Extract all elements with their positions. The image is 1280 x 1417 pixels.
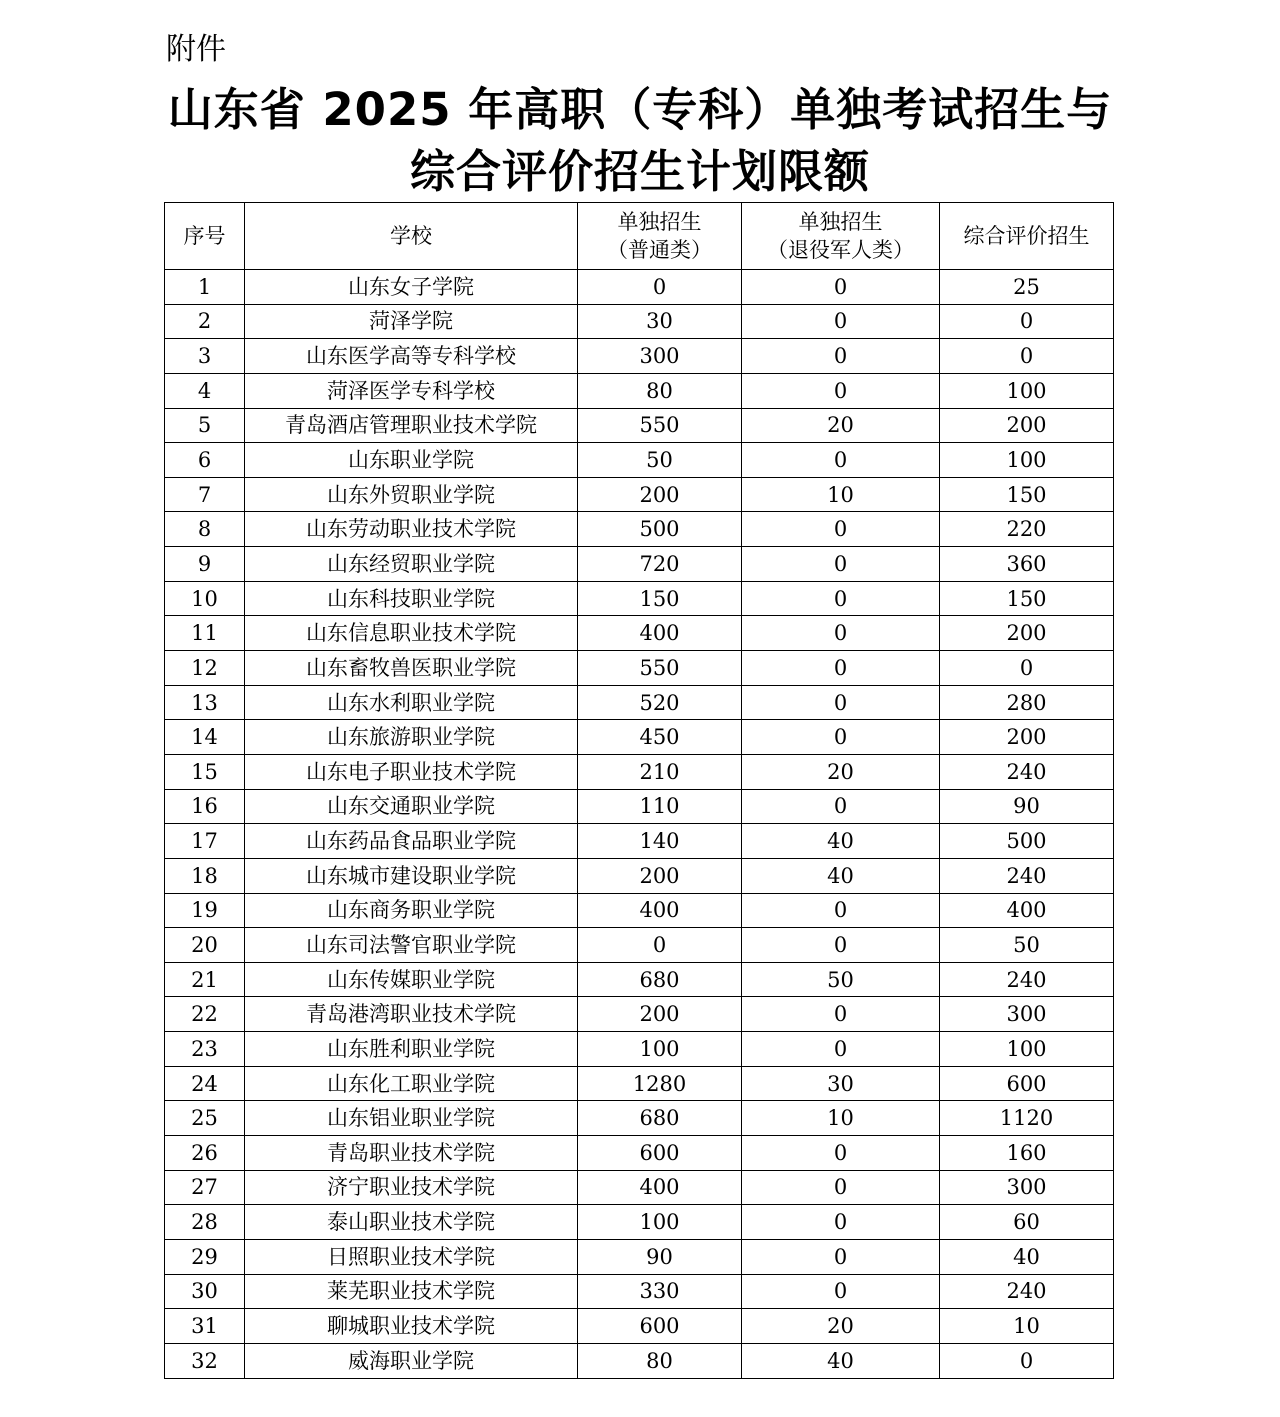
- row-index-cell: 11: [165, 616, 245, 651]
- comprehensive-quota-cell: 25: [940, 270, 1114, 305]
- header-general-line-1: 单独招生: [617, 210, 702, 234]
- veteran-quota-cell: 40: [742, 1343, 940, 1378]
- header-index: 序号: [165, 203, 245, 270]
- veteran-quota-cell: 0: [742, 1205, 940, 1240]
- document-title-line-1: 山东省 2025 年高职（专科）单独考试招生与: [167, 83, 1113, 136]
- table-row: [165, 1309, 1114, 1344]
- veteran-quota-cell: 0: [742, 616, 940, 651]
- school-name-cell: 山东交通职业学院: [245, 789, 578, 824]
- row-index-cell: 8: [165, 512, 245, 547]
- general-quota-cell: 680: [578, 1101, 742, 1136]
- row-index-cell: 7: [165, 477, 245, 512]
- general-quota-cell: 300: [578, 339, 742, 374]
- table-row: [165, 962, 1114, 997]
- table-row: [165, 443, 1114, 478]
- general-quota-cell: 200: [578, 997, 742, 1032]
- table-row: [165, 893, 1114, 928]
- veteran-quota-cell: 0: [742, 1170, 940, 1205]
- row-index-cell: 19: [165, 893, 245, 928]
- veteran-quota-cell: 0: [742, 893, 940, 928]
- school-name-cell: 聊城职业技术学院: [245, 1309, 578, 1344]
- general-quota-cell: 200: [578, 477, 742, 512]
- row-index-cell: 24: [165, 1066, 245, 1101]
- row-index-cell: 2: [165, 304, 245, 339]
- general-quota-cell: 100: [578, 1205, 742, 1240]
- general-quota-cell: 720: [578, 547, 742, 582]
- school-name-cell: 山东旅游职业学院: [245, 720, 578, 755]
- comprehensive-quota-cell: 600: [940, 1066, 1114, 1101]
- general-quota-cell: 680: [578, 962, 742, 997]
- table-row: [165, 477, 1114, 512]
- header-general-enrollment: [578, 203, 742, 270]
- row-index-cell: 17: [165, 824, 245, 859]
- general-quota-cell: 500: [578, 512, 742, 547]
- comprehensive-quota-cell: 100: [940, 373, 1114, 408]
- comprehensive-quota-cell: 1120: [940, 1101, 1114, 1136]
- table-row: [165, 1274, 1114, 1309]
- row-index-cell: 3: [165, 339, 245, 374]
- school-name-cell: 山东劳动职业技术学院: [245, 512, 578, 547]
- comprehensive-quota-cell: 160: [940, 1136, 1114, 1171]
- school-name-cell: 日照职业技术学院: [245, 1239, 578, 1274]
- header-veteran-line-1: 单独招生: [798, 210, 883, 234]
- veteran-quota-cell: 0: [742, 997, 940, 1032]
- table-row: [165, 616, 1114, 651]
- general-quota-cell: 110: [578, 789, 742, 824]
- comprehensive-quota-cell: 400: [940, 893, 1114, 928]
- table-row: [165, 270, 1114, 305]
- school-name-cell: 山东司法警官职业学院: [245, 928, 578, 963]
- school-name-cell: 菏泽学院: [245, 304, 578, 339]
- table-row: [165, 997, 1114, 1032]
- row-index-cell: 1: [165, 270, 245, 305]
- school-name-cell: 山东信息职业技术学院: [245, 616, 578, 651]
- row-index-cell: 32: [165, 1343, 245, 1378]
- veteran-quota-cell: 0: [742, 651, 940, 686]
- general-quota-cell: 520: [578, 685, 742, 720]
- veteran-quota-cell: 0: [742, 1274, 940, 1309]
- school-name-cell: 济宁职业技术学院: [245, 1170, 578, 1205]
- general-quota-cell: 150: [578, 581, 742, 616]
- school-name-cell: 山东传媒职业学院: [245, 962, 578, 997]
- row-index-cell: 16: [165, 789, 245, 824]
- school-name-cell: 山东铝业职业学院: [245, 1101, 578, 1136]
- table-row: [165, 1066, 1114, 1101]
- table-row: [165, 651, 1114, 686]
- general-quota-cell: 80: [578, 1343, 742, 1378]
- veteran-quota-cell: 0: [742, 1239, 940, 1274]
- table-row: [165, 1239, 1114, 1274]
- comprehensive-quota-cell: 0: [940, 339, 1114, 374]
- school-name-cell: 威海职业学院: [245, 1343, 578, 1378]
- row-index-cell: 22: [165, 997, 245, 1032]
- comprehensive-quota-cell: 60: [940, 1205, 1114, 1240]
- table-row: [165, 754, 1114, 789]
- general-quota-cell: 0: [578, 928, 742, 963]
- comprehensive-quota-cell: 150: [940, 477, 1114, 512]
- row-index-cell: 23: [165, 1032, 245, 1067]
- header-veteran-line-2: （退役军人类）: [767, 238, 914, 262]
- header-school: 学校: [245, 203, 578, 270]
- comprehensive-quota-cell: 10: [940, 1309, 1114, 1344]
- general-quota-cell: 450: [578, 720, 742, 755]
- row-index-cell: 9: [165, 547, 245, 582]
- school-name-cell: 山东城市建设职业学院: [245, 858, 578, 893]
- school-name-cell: 青岛职业技术学院: [245, 1136, 578, 1171]
- table-row: [165, 928, 1114, 963]
- general-quota-cell: 600: [578, 1309, 742, 1344]
- table-row: [165, 373, 1114, 408]
- general-quota-cell: 400: [578, 893, 742, 928]
- general-quota-cell: 140: [578, 824, 742, 859]
- comprehensive-quota-cell: 0: [940, 651, 1114, 686]
- row-index-cell: 20: [165, 928, 245, 963]
- header-veteran-enrollment: [742, 203, 940, 270]
- veteran-quota-cell: 0: [742, 1136, 940, 1171]
- general-quota-cell: 0: [578, 270, 742, 305]
- general-quota-cell: 90: [578, 1239, 742, 1274]
- general-quota-cell: 50: [578, 443, 742, 478]
- table-header-row: [165, 203, 1114, 270]
- comprehensive-quota-cell: 100: [940, 443, 1114, 478]
- row-index-cell: 5: [165, 408, 245, 443]
- veteran-quota-cell: 20: [742, 754, 940, 789]
- veteran-quota-cell: 0: [742, 581, 940, 616]
- general-quota-cell: 30: [578, 304, 742, 339]
- comprehensive-quota-cell: 200: [940, 616, 1114, 651]
- school-name-cell: 山东经贸职业学院: [245, 547, 578, 582]
- school-name-cell: 青岛酒店管理职业技术学院: [245, 408, 578, 443]
- veteran-quota-cell: 0: [742, 339, 940, 374]
- school-name-cell: 菏泽医学专科学校: [245, 373, 578, 408]
- comprehensive-quota-cell: 220: [940, 512, 1114, 547]
- veteran-quota-cell: 10: [742, 477, 940, 512]
- general-quota-cell: 200: [578, 858, 742, 893]
- comprehensive-quota-cell: 90: [940, 789, 1114, 824]
- school-name-cell: 泰山职业技术学院: [245, 1205, 578, 1240]
- comprehensive-quota-cell: 0: [940, 1343, 1114, 1378]
- table-row: [165, 408, 1114, 443]
- table-row: [165, 685, 1114, 720]
- comprehensive-quota-cell: 50: [940, 928, 1114, 963]
- veteran-quota-cell: 50: [742, 962, 940, 997]
- veteran-quota-cell: 0: [742, 928, 940, 963]
- table-row: [165, 1101, 1114, 1136]
- row-index-cell: 6: [165, 443, 245, 478]
- veteran-quota-cell: 0: [742, 685, 940, 720]
- table-row: [165, 304, 1114, 339]
- comprehensive-quota-cell: 240: [940, 754, 1114, 789]
- school-name-cell: 山东商务职业学院: [245, 893, 578, 928]
- veteran-quota-cell: 0: [742, 304, 940, 339]
- general-quota-cell: 550: [578, 408, 742, 443]
- comprehensive-quota-cell: 150: [940, 581, 1114, 616]
- comprehensive-quota-cell: 200: [940, 720, 1114, 755]
- row-index-cell: 12: [165, 651, 245, 686]
- table-row: [165, 339, 1114, 374]
- veteran-quota-cell: 40: [742, 824, 940, 859]
- general-quota-cell: 210: [578, 754, 742, 789]
- veteran-quota-cell: 0: [742, 789, 940, 824]
- row-index-cell: 29: [165, 1239, 245, 1274]
- table-row: [165, 512, 1114, 547]
- row-index-cell: 30: [165, 1274, 245, 1309]
- enrollment-quota-table: [164, 202, 1114, 1379]
- row-index-cell: 4: [165, 373, 245, 408]
- veteran-quota-cell: 0: [742, 547, 940, 582]
- table-row: [165, 720, 1114, 755]
- row-index-cell: 10: [165, 581, 245, 616]
- comprehensive-quota-cell: 100: [940, 1032, 1114, 1067]
- veteran-quota-cell: 20: [742, 1309, 940, 1344]
- row-index-cell: 13: [165, 685, 245, 720]
- veteran-quota-cell: 0: [742, 270, 940, 305]
- veteran-quota-cell: 30: [742, 1066, 940, 1101]
- veteran-quota-cell: 0: [742, 373, 940, 408]
- table-row: [165, 547, 1114, 582]
- general-quota-cell: 600: [578, 1136, 742, 1171]
- general-quota-cell: 550: [578, 651, 742, 686]
- school-name-cell: 莱芜职业技术学院: [245, 1274, 578, 1309]
- row-index-cell: 31: [165, 1309, 245, 1344]
- document-title-line-2: 综合评价招生计划限额: [409, 145, 870, 198]
- table-row: [165, 1170, 1114, 1205]
- general-quota-cell: 80: [578, 373, 742, 408]
- general-quota-cell: 1280: [578, 1066, 742, 1101]
- row-index-cell: 25: [165, 1101, 245, 1136]
- header-general-line-2: （普通类）: [607, 238, 712, 262]
- comprehensive-quota-cell: 40: [940, 1239, 1114, 1274]
- comprehensive-quota-cell: 300: [940, 1170, 1114, 1205]
- row-index-cell: 14: [165, 720, 245, 755]
- table-row: [165, 858, 1114, 893]
- school-name-cell: 青岛港湾职业技术学院: [245, 997, 578, 1032]
- table-body: [165, 270, 1114, 1379]
- veteran-quota-cell: 0: [742, 512, 940, 547]
- veteran-quota-cell: 10: [742, 1101, 940, 1136]
- general-quota-cell: 400: [578, 1170, 742, 1205]
- veteran-quota-cell: 0: [742, 443, 940, 478]
- comprehensive-quota-cell: 360: [940, 547, 1114, 582]
- header-comprehensive-enrollment: 综合评价招生: [940, 203, 1114, 270]
- school-name-cell: 山东电子职业技术学院: [245, 754, 578, 789]
- table-row: [165, 1032, 1114, 1067]
- row-index-cell: 26: [165, 1136, 245, 1171]
- comprehensive-quota-cell: 200: [940, 408, 1114, 443]
- comprehensive-quota-cell: 240: [940, 1274, 1114, 1309]
- table-row: [165, 789, 1114, 824]
- comprehensive-quota-cell: 240: [940, 962, 1114, 997]
- school-name-cell: 山东外贸职业学院: [245, 477, 578, 512]
- table-row: [165, 1343, 1114, 1378]
- row-index-cell: 21: [165, 962, 245, 997]
- general-quota-cell: 100: [578, 1032, 742, 1067]
- veteran-quota-cell: 40: [742, 858, 940, 893]
- table-row: [165, 581, 1114, 616]
- table-row: [165, 1136, 1114, 1171]
- school-name-cell: 山东化工职业学院: [245, 1066, 578, 1101]
- school-name-cell: 山东科技职业学院: [245, 581, 578, 616]
- comprehensive-quota-cell: 0: [940, 304, 1114, 339]
- comprehensive-quota-cell: 280: [940, 685, 1114, 720]
- comprehensive-quota-cell: 500: [940, 824, 1114, 859]
- table-row: [165, 1205, 1114, 1240]
- school-name-cell: 山东职业学院: [245, 443, 578, 478]
- row-index-cell: 18: [165, 858, 245, 893]
- row-index-cell: 27: [165, 1170, 245, 1205]
- veteran-quota-cell: 0: [742, 720, 940, 755]
- veteran-quota-cell: 20: [742, 408, 940, 443]
- attachment-label: 附件: [166, 32, 226, 67]
- school-name-cell: 山东药品食品职业学院: [245, 824, 578, 859]
- school-name-cell: 山东女子学院: [245, 270, 578, 305]
- comprehensive-quota-cell: 300: [940, 997, 1114, 1032]
- school-name-cell: 山东水利职业学院: [245, 685, 578, 720]
- row-index-cell: 15: [165, 754, 245, 789]
- general-quota-cell: 400: [578, 616, 742, 651]
- school-name-cell: 山东畜牧兽医职业学院: [245, 651, 578, 686]
- comprehensive-quota-cell: 240: [940, 858, 1114, 893]
- school-name-cell: 山东胜利职业学院: [245, 1032, 578, 1067]
- general-quota-cell: 330: [578, 1274, 742, 1309]
- table-row: [165, 824, 1114, 859]
- veteran-quota-cell: 0: [742, 1032, 940, 1067]
- row-index-cell: 28: [165, 1205, 245, 1240]
- school-name-cell: 山东医学高等专科学校: [245, 339, 578, 374]
